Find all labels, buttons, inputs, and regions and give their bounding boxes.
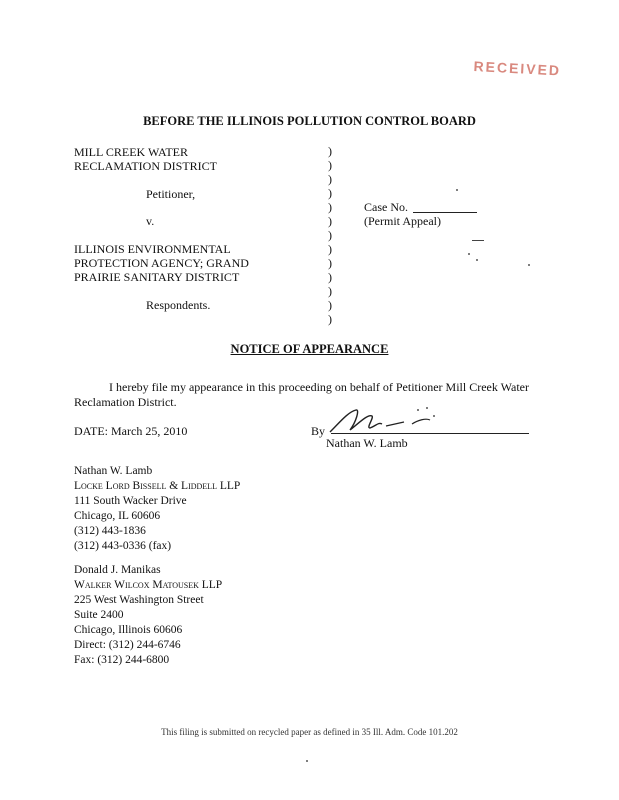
attorney-2-address-3: Chicago, Illinois 60606 [74,624,183,636]
scan-speck [476,259,478,261]
caption-paren: ) [328,158,332,172]
versus-label: v. [146,214,155,228]
appearance-statement-line-1: I hereby file my appearance in this proceeding on behalf of Petitioner Mill Creek Water [109,380,529,394]
attorney-2-fax: Fax: (312) 244-6800 [74,654,170,666]
respondent-name-line-3: PRAIRIE SANITARY DISTRICT [74,270,240,284]
document-heading: BEFORE THE ILLINOIS POLLUTION CONTROL BOARD [143,114,476,128]
caption-paren: ) [328,214,332,228]
received-stamp: RECEIVED [473,58,562,79]
signature-line [331,433,529,434]
case-number-label: Case No. [364,200,408,214]
date-line: DATE: March 25, 2010 [74,424,188,438]
recycled-paper-footer: This filing is submitted on recycled paper as defined in 35 Ill. Adm. Code 101.202 [161,727,458,737]
caption-paren: ) [328,298,332,312]
respondent-name-line-2: PROTECTION AGENCY; GRAND [74,256,249,270]
appearance-statement-line-2: Reclamation District. [74,395,177,409]
petitioner-name-line-1: MILL CREEK WATER [74,145,188,159]
attorney-1-fax: (312) 443-0336 (fax) [74,540,172,552]
scan-speck [528,264,530,266]
petitioner-name-line-2: RECLAMATION DISTRICT [74,159,217,173]
attorney-2-address-2: Suite 2400 [74,609,124,621]
signatory-name: Nathan W. Lamb [326,436,408,450]
caption-paren: ) [328,200,332,214]
notice-title: NOTICE OF APPEARANCE [230,342,389,356]
caption-paren: ) [328,242,332,256]
attorney-1-address-1: 111 South Wacker Drive [74,495,187,507]
by-label: By [311,424,326,438]
scan-speck [468,253,470,255]
respondent-role: Respondents. [146,298,211,312]
caption-paren: ) [328,144,332,158]
caption-paren: ) [328,284,332,298]
scan-speck [306,760,308,762]
caption-paren: ) [328,270,332,284]
attorney-1-firm: Locke Lord Bissell & Liddell LLP [74,480,241,492]
case-type: (Permit Appeal) [364,214,441,228]
attorney-1-name: Nathan W. Lamb [74,465,153,477]
attorney-2-address-1: 225 West Washington Street [74,594,204,606]
attorney-1-address-2: Chicago, IL 60606 [74,510,161,522]
caption-paren: ) [328,312,332,326]
scan-speck [456,189,458,191]
petitioner-role: Petitioner, [146,187,196,201]
caption-paren: ) [328,228,332,242]
attorney-2-name: Donald J. Manikas [74,564,161,576]
caption-paren: ) [328,256,332,270]
respondent-name-line-1: ILLINOIS ENVIRONMENTAL [74,242,231,256]
scan-mark [472,240,484,241]
attorney-2-firm: Walker Wilcox Matousek LLP [74,579,223,591]
case-number-blank [413,212,477,213]
caption-paren: ) [328,172,332,186]
attorney-2-direct-phone: Direct: (312) 244-6746 [74,639,181,651]
caption-paren: ) [328,186,332,200]
attorney-1-phone: (312) 443-1836 [74,525,146,537]
